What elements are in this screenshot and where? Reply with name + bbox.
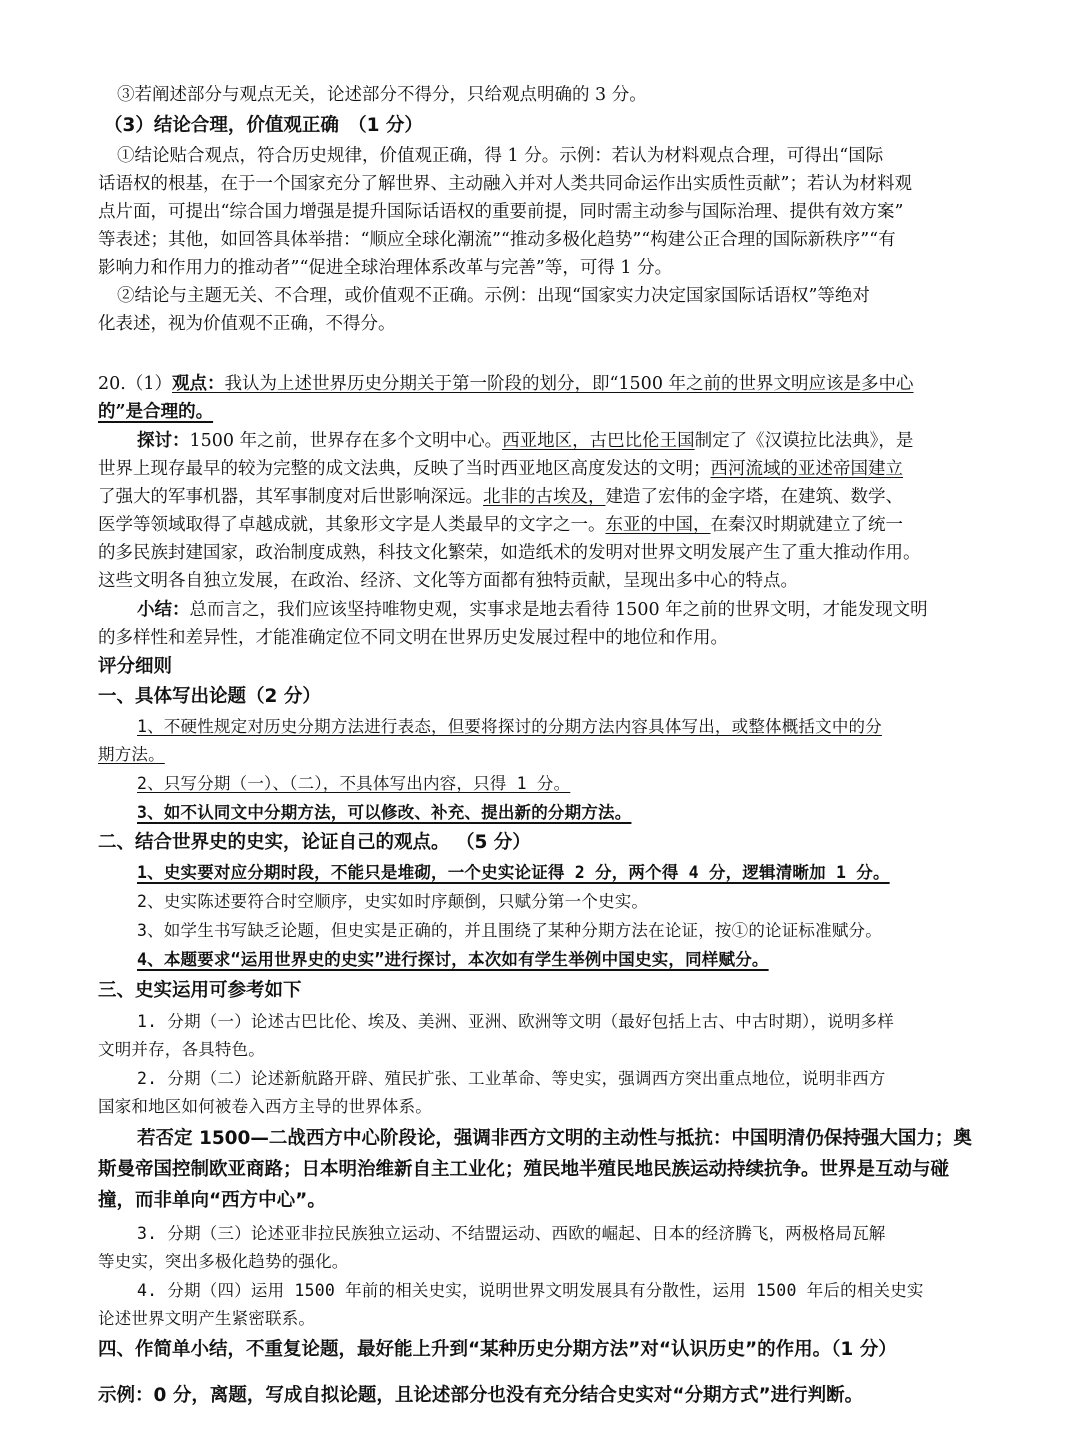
text-line: 撞，而非单向“西方中心”。 (98, 1190, 326, 1211)
summary-label: 小结： (137, 600, 190, 620)
text-line: 1、史实要对应分期时段，不能只是堆砌，一个史实论证得 2 分，两个得 4 分，逻辑清晰加 1 分。 (137, 863, 890, 882)
summary-line: 小结：总而言之，我们应该坚持唯物史观，实事求是地去看待 1500 年之前的世界文明，才能发现文明 (137, 600, 928, 620)
text-line: 论述世界文明产生紧密联系。 (98, 1309, 316, 1328)
text-line: 4. 分期（四）运用 1500 年前的相关史实，说明世界文明发展具有分散性，运用 1500 年后的相关史实 (137, 1281, 924, 1300)
text-line: 斯曼帝国控制欧亚商路；日本明治维新自主工业化；殖民地半殖民地民族运动持续抗争。世界是互动与碰 (98, 1159, 950, 1180)
text-line: 2、史实陈述要符合时空顺序，史实如时序颠倒，只赋分第一个史实。 (137, 892, 649, 911)
discussion-label: 探讨： (137, 431, 190, 451)
question-number: 20.（1） (98, 374, 172, 394)
text-line: 4、本题要求“运用世界史的史实”进行探讨，本次如有学生举例中国史实，同样赋分。 (137, 950, 769, 969)
viewpoint-text: 我认为上述世界历史分期关于第一阶段的划分，即“1500 年之前的世界文明应该是多中心 (224, 374, 914, 394)
section-heading: （3）结论合理，价值观正确 （1 分） (104, 115, 423, 136)
highlight-assyria: 西河流域的亚述帝国建立 (710, 459, 903, 479)
text-line: 医学等领域取得了卓越成就，其象形文字是人类最早的文字之一。东亚的中国，在秦汉时期就建立了统一 (98, 515, 903, 535)
text-line: 等史实，突出多极化趋势的强化。 (98, 1252, 349, 1271)
text-line: 话语权的根基，在于一个国家充分了解世界、主动融入并对人类共同命运作出实质性贡献”；若认为材料观 (98, 174, 912, 194)
text-line: 文明并存，各具特色。 (98, 1040, 265, 1059)
text-line: 3、如不认同文中分期方法，可以修改、补充、提出新的分期方法。 (137, 803, 632, 822)
text-line: 3、如学生书写缺乏论题，但史实是正确的，并且围绕了某种分期方法在论证，按①的论证标准赋分。 (137, 921, 882, 940)
scoring-section-1: 一、具体写出论题（2 分） (98, 686, 321, 707)
text-line: ②结论与主题无关、不合理，或价值观不正确。示例：出现“国家实力决定国家国际话语权”等绝对 (117, 286, 870, 306)
text-line: 2、只写分期（一）、（二），不具体写出内容，只得 1 分。 (137, 774, 571, 793)
text-line: 影响力和作用力的推动者”“促进全球治理体系改革与完善”等，可得 1 分。 (98, 258, 673, 278)
scoring-section-4: 四、作简单小结，不重复论题，最好能上升到“某种历史分期方法”对“认识历史”的作用。（1 分） (98, 1339, 897, 1360)
viewpoint-label: 观点： (171, 374, 225, 394)
text-line: 点片面，可提出“综合国力增强是提升国际话语权的重要前提，同时需主动参与国际治理、提供有效方案” (98, 202, 904, 222)
text-line: 这些文明各自独立发展，在政治、经济、文化等方面都有独特贡献，呈现出多中心的特点。 (98, 571, 798, 591)
text-line: 国家和地区如何被卷入西方主导的世界体系。 (98, 1097, 432, 1116)
text-line: 了强大的军事机器，其军事制度对后世影响深远。北非的古埃及，建造了宏伟的金字塔，在建筑、数学、 (98, 487, 903, 507)
text-line: 3. 分期（三）论述亚非拉民族独立运动、不结盟运动、西欧的崛起、日本的经济腾飞，两极格局瓦解 (137, 1224, 886, 1243)
text-line: 1、不硬性规定对历史分期方法进行表态，但要将探讨的分期方法内容具体写出，或整体概括文中的分 (137, 717, 882, 736)
highlight-west-asia: 西亚地区，古巴比伦王国 (502, 431, 695, 451)
scoring-section-2: 二、结合世界史的史实，论证自己的观点。 （5 分） (98, 832, 531, 853)
text-line: 期方法。 (98, 745, 165, 764)
text-line: 若否定 1500—二战西方中心阶段论，强调非西方文明的主动性与抵抗：中国明清仍保持强大国力；奥 (137, 1128, 972, 1149)
text-line: 2. 分期（二）论述新航路开辟、殖民扩张、工业革命、等史实，强调西方突出重点地位，说明非西方 (137, 1069, 886, 1088)
highlight-china: 东亚的中国， (605, 515, 711, 535)
scoring-section-3: 三、史实运用可参考如下 (98, 980, 302, 1001)
text-line: 等表述；其他，如回答具体举措：“顺应全球化潮流”“推动多极化趋势”“构建公正合理的国际新秩序”“有 (98, 230, 896, 250)
text-line: 的多样性和差异性，才能准确定位不同文明在世界历史发展过程中的地位和作用。 (98, 628, 728, 648)
scoring-title: 评分细则 (98, 656, 173, 677)
text-line: 的多民族封建国家，政治制度成熟，科技文化繁荣，如造纸术的发明对世界文明发展产生了重大推动作用。 (98, 543, 921, 563)
text-line: 的”是合理的。 (98, 402, 214, 422)
text-line: 化表述，视为价值观不正确，不得分。 (98, 314, 396, 334)
text-line: 1. 分期（一）论述古巴比伦、埃及、美洲、亚洲、欧洲等文明（最好包括上古、中古时期），说明多样 (137, 1012, 894, 1031)
text-line: ③若阐述部分与观点无关，论述部分不得分，只给观点明确的 3 分。 (117, 85, 647, 105)
discussion-line: 探讨：1500 年之前，世界存在多个文明中心。西亚地区，古巴比伦王国制定了《汉谟拉比法典》，是 (137, 431, 914, 451)
highlight-egypt: 北非的古埃及， (483, 487, 606, 507)
example-line: 示例：0 分，离题，写成自拟论题，且论述部分也没有充分结合史实对“分期方式”进行判断。 (98, 1385, 864, 1406)
text-line: 世界上现存最早的较为完整的成文法典，反映了当时西亚地区高度发达的文明；西河流域的亚述帝国建立 (98, 459, 903, 479)
question-20-viewpoint (98, 371, 914, 397)
text-line: ①结论贴合观点，符合历史规律，价值观正确，得 1 分。示例：若认为材料观点合理，可得出“国际 (117, 146, 884, 166)
